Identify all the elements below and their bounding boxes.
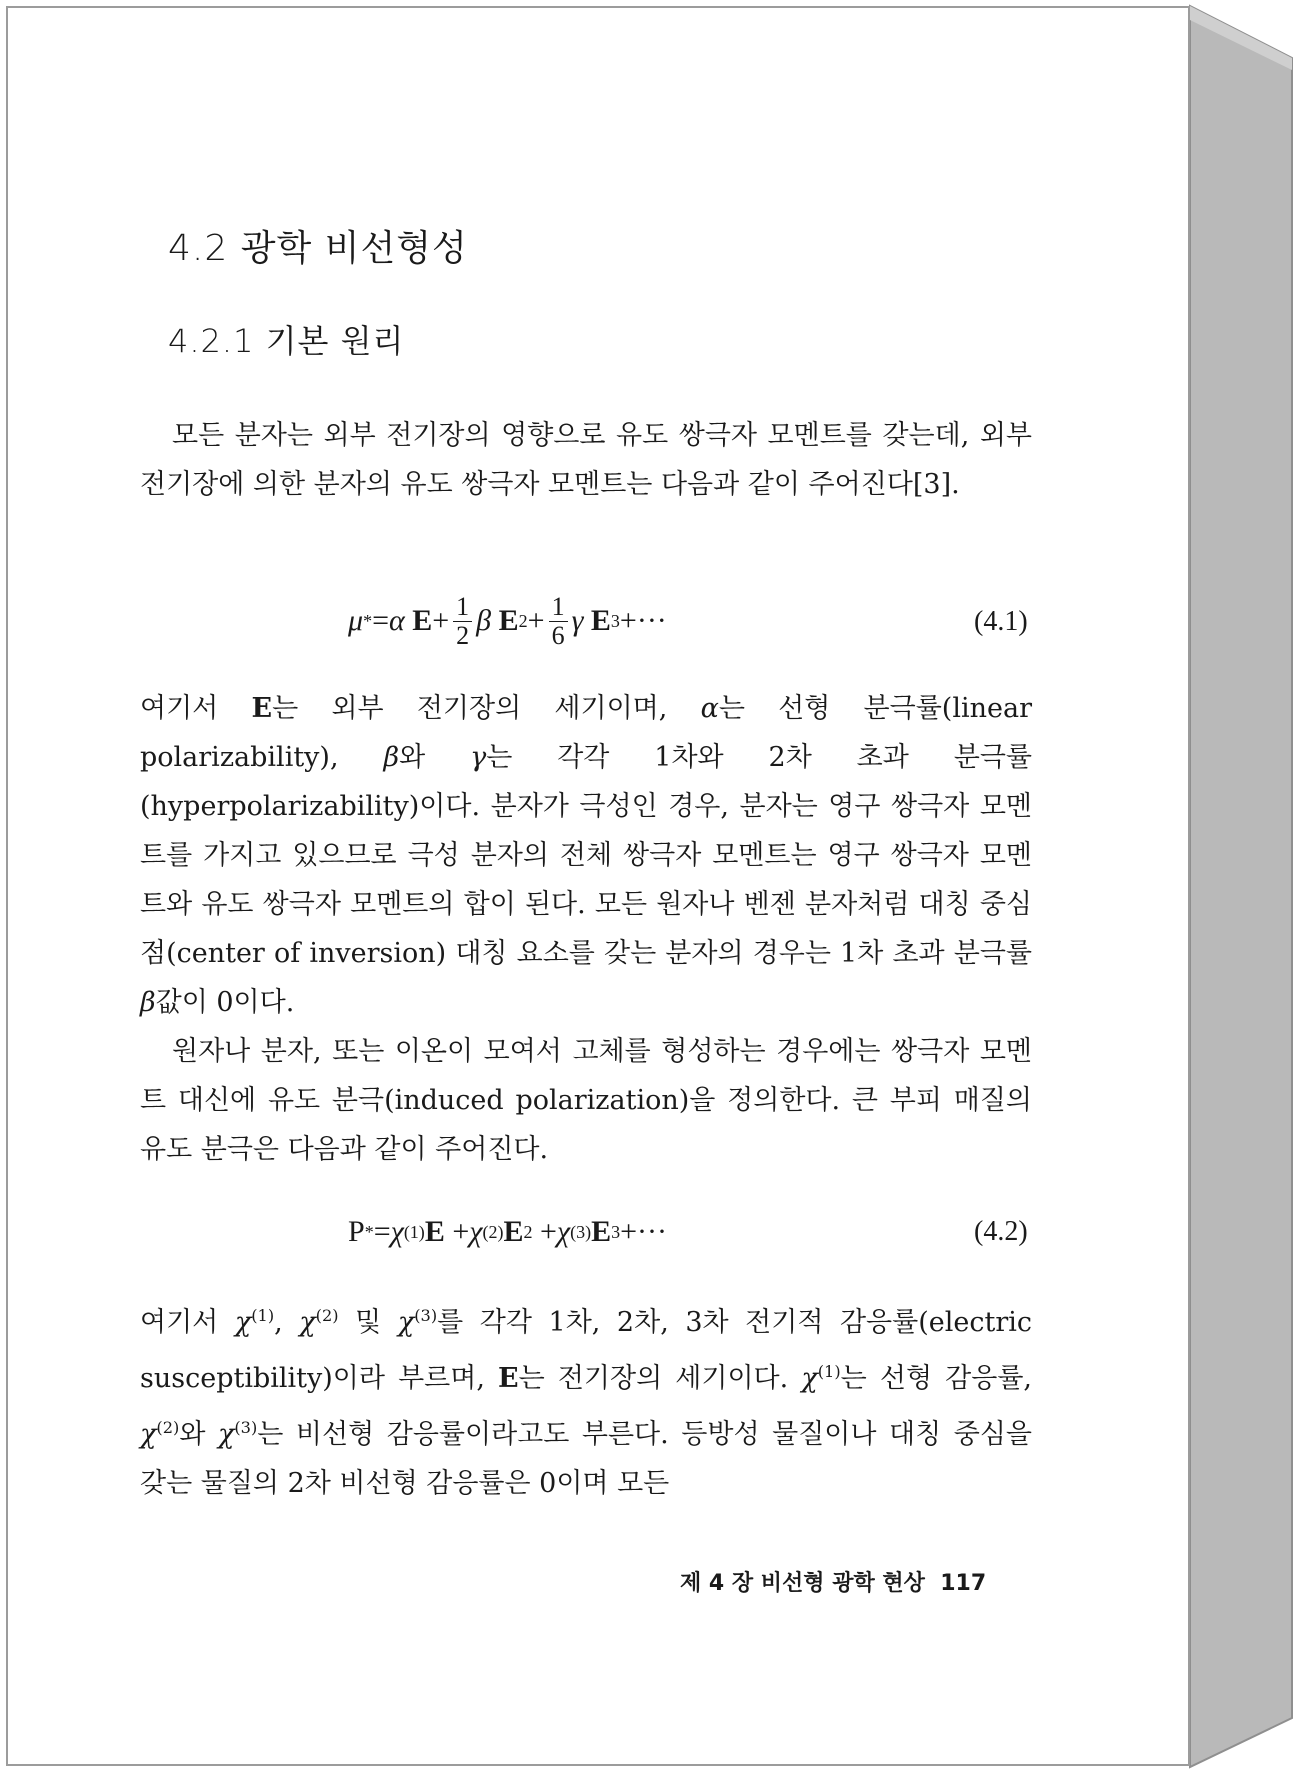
fraction-one-sixth: $\frac{1}{6}$ bbox=[549, 593, 568, 650]
book-page bbox=[6, 6, 1190, 1766]
paragraph-4: 여기서 $\chi^{(1)}$, $\chi^{(2)}$ 및 $\chi^{(3)}$를 각각 1차, 2차, 3차 전기적 감응률(electric susceptibility)이라 부르며, E는 전기장의 세기이다. $\chi^{(1)}$는 선형 감응률, $\chi^{(2)}$와 $\chi^{(3)}$는 비선형 감응률이라고도 부른다. 등방성 물질이나 대칭 중심을 갖는 물질의 2차 비선형 감응률은 0이며 모든 bbox=[140, 1306, 1032, 1499]
page-number: 117 bbox=[940, 1571, 987, 1596]
fraction-one-half: $\frac{1}{2}$ bbox=[453, 593, 472, 650]
equation-4-2: P * = χ (1) E + χ (2) E 2 + χ (3) E 3 +··· bbox=[348, 1215, 667, 1248]
section-heading: 4.2 광학 비선형성 bbox=[168, 228, 468, 269]
equation-4-1: μ * = α E + $\frac{1}{2}$ β E 2 + $\frac{1}{6}$ γ E 3 +··· bbox=[348, 591, 667, 650]
subsection-heading: 4.2.1 기본 원리 bbox=[168, 322, 405, 360]
chapter-title: 제 4 장 비선형 광학 현상 bbox=[680, 1571, 925, 1596]
paragraph-2: 여기서 E는 외부 전기장의 세기이며, α는 선형 분극률(linear polarizability), β와 γ는 각각 1차와 2차 초과 분극률(hyperpolarizability)이다. 분자가 극성인 경우, 분자는 영구 쌍극자 모멘트를 가지고 있으므로 극성 분자의 전체 쌍극자 모멘트는 영구 쌍극자 모멘트와 유도 쌍극자 모멘트의 합이 된다. 모든 원자나 벤젠 분자처럼 대칭 중심점(center of inversion) 대칭 요소를 갖는 분자의 경우는 1차 초과 분극률 β값이 0이다. 원자나 분자, 또는 이온이 모여서 고체를 형성하는 경우에는 쌍극자 모멘트 대신에 유도 분극(induced polarization)을 정의한다. 큰 부피 매질의 유도 분극은 다음과 같이 주어진다. bbox=[140, 693, 1032, 1165]
paragraph-1: 모든 분자는 외부 전기장의 영향으로 유도 쌍극자 모멘트를 갖는데, 외부 전기장에 의한 분자의 유도 쌍극자 모멘트는 다음과 같이 주어진다[3]. bbox=[140, 420, 1032, 500]
page-footer bbox=[680, 1566, 986, 1597]
equation-number-4-2: (4.2) bbox=[974, 1216, 1028, 1247]
equation-number-4-1: (4.1) bbox=[974, 606, 1028, 637]
